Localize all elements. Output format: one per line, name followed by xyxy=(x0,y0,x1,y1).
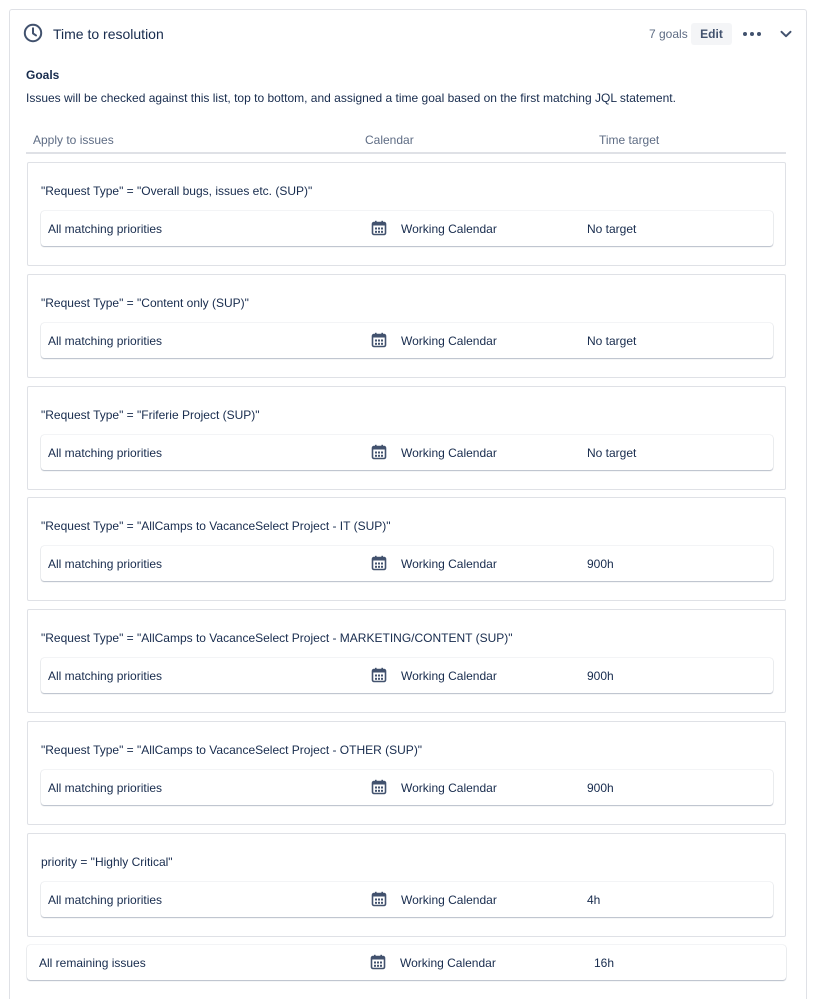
goal-priority-row[interactable] xyxy=(41,546,773,581)
calendar-name: Working Calendar xyxy=(401,557,497,572)
column-header-time-target: Time target xyxy=(599,133,660,147)
goal-jql: "Request Type" = "Friferie Project (SUP)" xyxy=(41,407,260,422)
goal-priority-row[interactable] xyxy=(41,882,773,917)
goal-group xyxy=(27,833,786,937)
priority-label: All matching priorities xyxy=(48,781,163,795)
calendar-icon xyxy=(371,891,387,907)
calendar-icon xyxy=(371,779,387,795)
time-target: No target xyxy=(587,445,637,460)
goal-jql: "Request Type" = "AllCamps to VacanceSelect Project - MARKETING/CONTENT (SUP)" xyxy=(41,631,513,646)
calendar-name: Working Calendar xyxy=(401,333,497,348)
more-dot-icon xyxy=(757,32,761,36)
remaining-issues-row[interactable] xyxy=(27,945,786,980)
goal-jql: "Request Type" = "Content only (SUP)" xyxy=(41,295,249,310)
clock-icon xyxy=(23,23,43,43)
goal-group xyxy=(27,386,786,490)
goal-group xyxy=(27,721,786,825)
priority-label: All matching priorities xyxy=(48,445,163,460)
column-headers xyxy=(26,128,786,154)
time-target: 4h xyxy=(587,892,601,907)
calendar-name: Working Calendar xyxy=(401,781,497,795)
priority-label: All matching priorities xyxy=(48,557,163,572)
priority-label: All matching priorities xyxy=(48,669,163,684)
time-to-resolution-panel xyxy=(9,9,807,999)
calendar-icon xyxy=(371,667,387,683)
goal-group xyxy=(27,609,786,713)
goal-priority-row[interactable] xyxy=(41,658,773,693)
calendar-name: Working Calendar xyxy=(400,956,496,970)
column-header-calendar: Calendar xyxy=(365,133,414,147)
calendar-icon xyxy=(371,332,387,348)
calendar-icon xyxy=(370,954,386,970)
calendar-icon xyxy=(371,555,387,571)
remaining-issues-label: All remaining issues xyxy=(39,956,146,970)
goal-priority-row[interactable] xyxy=(41,435,773,470)
panel-title: Time to resolution xyxy=(53,26,164,42)
priority-label: All matching priorities xyxy=(48,892,163,907)
time-target: 900h xyxy=(587,669,614,684)
time-target: 900h xyxy=(587,557,614,572)
goal-group xyxy=(27,497,786,601)
time-target: 900h xyxy=(587,781,614,795)
calendar-name: Working Calendar xyxy=(401,892,497,907)
goals-count: 7 goals xyxy=(649,27,688,41)
goal-group xyxy=(27,162,786,266)
more-dot-icon xyxy=(743,32,747,36)
time-target: No target xyxy=(587,222,637,236)
goal-jql: priority = "Highly Critical" xyxy=(41,854,173,869)
goal-group xyxy=(27,274,786,378)
calendar-icon xyxy=(371,220,387,236)
goal-jql: "Request Type" = "AllCamps to VacanceSelect Project - OTHER (SUP)" xyxy=(41,743,423,757)
goal-priority-row[interactable] xyxy=(41,770,773,805)
panel-header xyxy=(10,10,806,58)
calendar-icon xyxy=(371,444,387,460)
priority-label: All matching priorities xyxy=(48,222,163,236)
goals-section-title: Goals xyxy=(26,68,60,82)
more-actions-button[interactable] xyxy=(740,23,764,45)
goal-priority-row[interactable] xyxy=(41,323,773,358)
goal-priority-row[interactable] xyxy=(41,211,773,246)
calendar-name: Working Calendar xyxy=(401,222,497,236)
more-dot-icon xyxy=(750,32,754,36)
time-target: 16h xyxy=(594,956,615,970)
priority-label: All matching priorities xyxy=(48,333,163,348)
chevron-down-icon[interactable] xyxy=(777,25,795,43)
column-header-apply-to: Apply to issues xyxy=(33,133,114,147)
calendar-name: Working Calendar xyxy=(401,669,497,684)
calendar-name: Working Calendar xyxy=(401,445,497,460)
time-target: No target xyxy=(587,333,637,348)
goal-jql: "Request Type" = "Overall bugs, issues etc. (SUP)" xyxy=(41,184,313,198)
edit-button[interactable]: Edit xyxy=(691,23,732,45)
goals-section-description: Issues will be checked against this list, top to bottom, and assigned a time goal based on the first matching JQL statement. xyxy=(26,91,676,105)
goal-jql: "Request Type" = "AllCamps to VacanceSelect Project - IT (SUP)" xyxy=(41,519,391,534)
